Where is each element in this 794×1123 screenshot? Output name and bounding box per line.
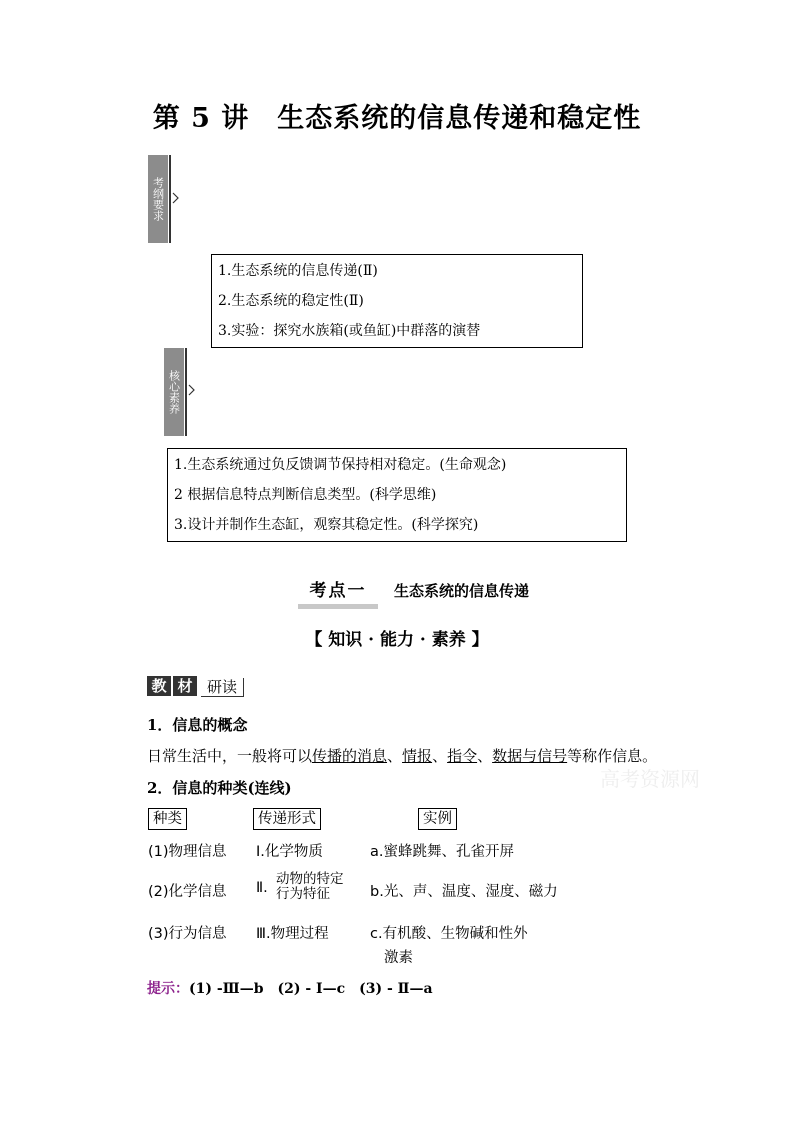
- hexin-tag-line: [185, 348, 187, 436]
- table-cell-kind: (3)行为信息: [148, 926, 227, 942]
- hexin-tag: 核心素养: [164, 348, 184, 436]
- table-cell-form: Ⅰ.化学物质: [256, 844, 323, 860]
- kaogang-box: [211, 254, 583, 348]
- heading-concept: 1．信息的概念: [147, 716, 248, 734]
- hexin-item: 2 根据信息特点判断信息类型。(科学思维): [174, 487, 437, 503]
- kaogang-item: 2.生态系统的稳定性(Ⅱ): [218, 293, 364, 309]
- kaogang-item: 1.生态系统的信息传递(Ⅱ): [218, 263, 378, 279]
- hexin-item: 3.设计并制作生态缸，观察其稳定性。(科学探究): [174, 517, 479, 533]
- hint-label: 提示：: [147, 981, 189, 997]
- kaogang-item: 3.实验：探究水族箱(或鱼缸)中群落的演替: [218, 323, 481, 339]
- section-heading: 【 知识 · 能力 · 素养 】: [305, 630, 489, 650]
- jcyd-char: 材: [173, 676, 197, 696]
- table-header: 传递形式: [253, 808, 321, 830]
- kaogang-tag-line: [169, 155, 171, 243]
- jcyd-text: 研读: [201, 678, 244, 697]
- hexin-box: [167, 448, 627, 542]
- table-cell-example: a.蜜蜂跳舞、孔雀开屏: [370, 844, 514, 860]
- table-cell-kind: (2)化学信息: [148, 884, 227, 900]
- underlined-term: 情报: [402, 747, 433, 765]
- kaodian-text: 生态系统的信息传递: [394, 582, 530, 600]
- underlined-term: 数据与信号: [492, 747, 568, 765]
- kaodian-badge: 考点一: [298, 578, 378, 609]
- definition-paragraph: 日常生活中，一般将可以传播的消息、情报、指令、数据与信号等称作信息。: [147, 747, 658, 765]
- table-header: 实例: [418, 808, 457, 830]
- table-cell-form: Ⅲ.物理过程: [256, 926, 329, 942]
- table-cell-form-detail: 动物的特定 行为特征: [276, 871, 344, 902]
- jcyd-char: 教: [147, 676, 171, 696]
- table-cell-example-cont: 激素: [384, 950, 413, 966]
- underlined-term: 指令: [447, 747, 478, 765]
- jiaocai-yandu-label: [147, 676, 244, 698]
- kaogang-tag: 考纲要求: [148, 155, 168, 243]
- hint-text: (1) -Ⅲ—b (2) - Ⅰ—c (3) - Ⅱ—a: [189, 981, 433, 997]
- kaodian-heading: [298, 578, 529, 606]
- hint-line: [147, 978, 433, 998]
- table-cell-form: Ⅱ.: [256, 880, 268, 896]
- hexin-item: 1.生态系统通过负反馈调节保持相对稳定。(生命观念): [174, 457, 507, 473]
- watermark: 高考资源网: [600, 767, 700, 791]
- table-header: 种类: [148, 808, 187, 830]
- underlined-term: 传播的消息: [312, 747, 388, 765]
- chevron-right-icon: [172, 192, 179, 204]
- heading-types: 2．信息的种类(连线): [147, 779, 292, 797]
- table-cell-kind: (1)物理信息: [148, 844, 227, 860]
- page-title: 第 5 讲 生态系统的信息传递和稳定性: [152, 103, 642, 134]
- table-cell-example: c.有机酸、生物碱和性外: [370, 926, 528, 942]
- chevron-right-icon: [188, 384, 195, 396]
- table-cell-example: b.光、声、温度、湿度、磁力: [370, 884, 558, 900]
